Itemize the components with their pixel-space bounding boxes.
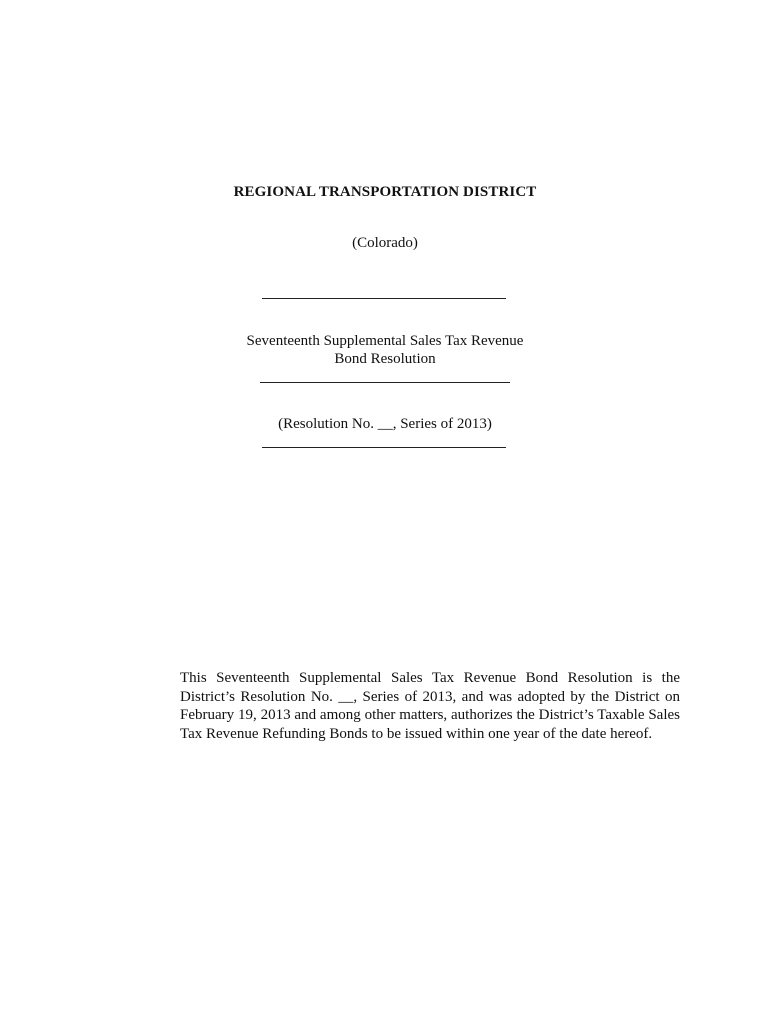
document-title-line-2: Bond Resolution <box>334 351 436 367</box>
divider-rule <box>262 298 506 299</box>
document-title <box>0 332 770 368</box>
summary-paragraph: This Seventeenth Supplemental Sales Tax Revenue Bond Resolution is the District’s Resolution No. __, Series of 2013, and was adopted by the District on February 19, 2013 and among other matters, authorizes the District’s Taxable Sales Tax Revenue Refunding Bonds to be issued within one year of the date hereof. <box>180 670 680 742</box>
issuer-heading: REGIONAL TRANSPORTATION DISTRICT <box>233 184 537 200</box>
resolution-number: (Resolution No. __, Series of 2013) <box>278 416 492 432</box>
issuer-state: (Colorado) <box>352 235 418 251</box>
divider-rule <box>260 382 510 383</box>
divider-rule <box>262 447 506 448</box>
document-title-line-1: Seventeenth Supplemental Sales Tax Revenue <box>246 333 524 349</box>
